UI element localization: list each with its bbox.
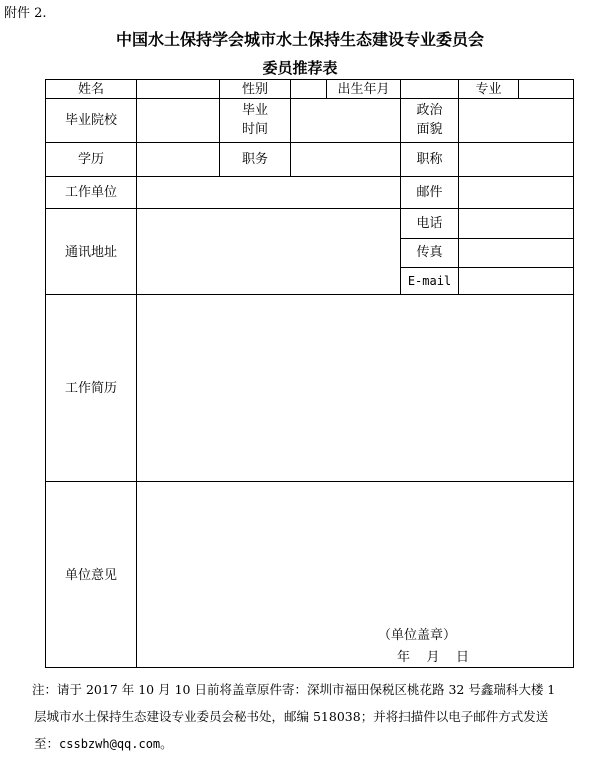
phone-label: 电话: [416, 216, 443, 231]
gender-label: 性别: [241, 82, 268, 97]
document-subtitle: 委员推荐表: [262, 59, 338, 77]
opinion-label: 单位意见: [64, 568, 117, 583]
grad-time-label-2: 时间: [241, 122, 268, 137]
footnote-line-1: 注：请于 2017 年 10 月 10 日前将盖章原件寄：深圳市福田保税区桃花路 32 号鑫瑞科大楼 1: [32, 682, 556, 697]
grad-time-label-1: 毕业: [241, 103, 268, 118]
political-label-1: 政治: [416, 103, 443, 118]
table-border-top: [45, 79, 574, 80]
col-line: [136, 79, 137, 668]
education-label: 学历: [77, 152, 104, 167]
table-border-right: [573, 79, 574, 668]
title-label: 职称: [416, 152, 443, 167]
footnote-suffix: 。: [160, 736, 173, 751]
footnote-line-3: [34, 730, 590, 758]
table-border-bottom: [45, 667, 574, 668]
position-label: 职务: [241, 152, 268, 167]
address-label: 通讯地址: [64, 245, 117, 260]
document-title: 中国水土保持学会城市水土保持生态建设专业委员会: [115, 30, 484, 49]
major-label: 专业: [475, 82, 502, 97]
date-text: 年 月 日: [397, 650, 470, 665]
footnote-line-2: 层城市水土保持生态建设专业委员会秘书处，邮编 518038；并将扫描件以电子邮件方式发送: [34, 709, 549, 724]
email-label: E-mail: [407, 274, 452, 288]
col-line: [518, 79, 519, 99]
fax-label: 传真: [416, 245, 443, 260]
stamp-text: （单位盖章）: [378, 628, 457, 643]
political-label-2: 面貌: [416, 122, 443, 137]
row-line: [45, 208, 574, 209]
school-label: 毕业院校: [64, 113, 117, 128]
row-line: [45, 142, 574, 143]
footnote-prefix: 至：: [34, 736, 60, 751]
contact-email: cssbzwh@qq.com: [59, 737, 161, 751]
row-line: [400, 238, 574, 239]
workplace-label: 工作单位: [64, 185, 117, 200]
row-line: [45, 481, 574, 482]
attachment-label: 附件 2.: [4, 6, 47, 21]
email-post-label: 邮件: [416, 185, 443, 200]
name-label: 姓名: [77, 82, 104, 97]
birth-label: 出生年月: [337, 82, 390, 97]
resume-label: 工作简历: [64, 381, 117, 396]
row-line: [400, 267, 574, 268]
row-line: [45, 294, 574, 295]
col-line: [458, 79, 459, 295]
footnote: [34, 676, 590, 758]
row-line: [45, 176, 574, 177]
col-line: [290, 79, 291, 177]
